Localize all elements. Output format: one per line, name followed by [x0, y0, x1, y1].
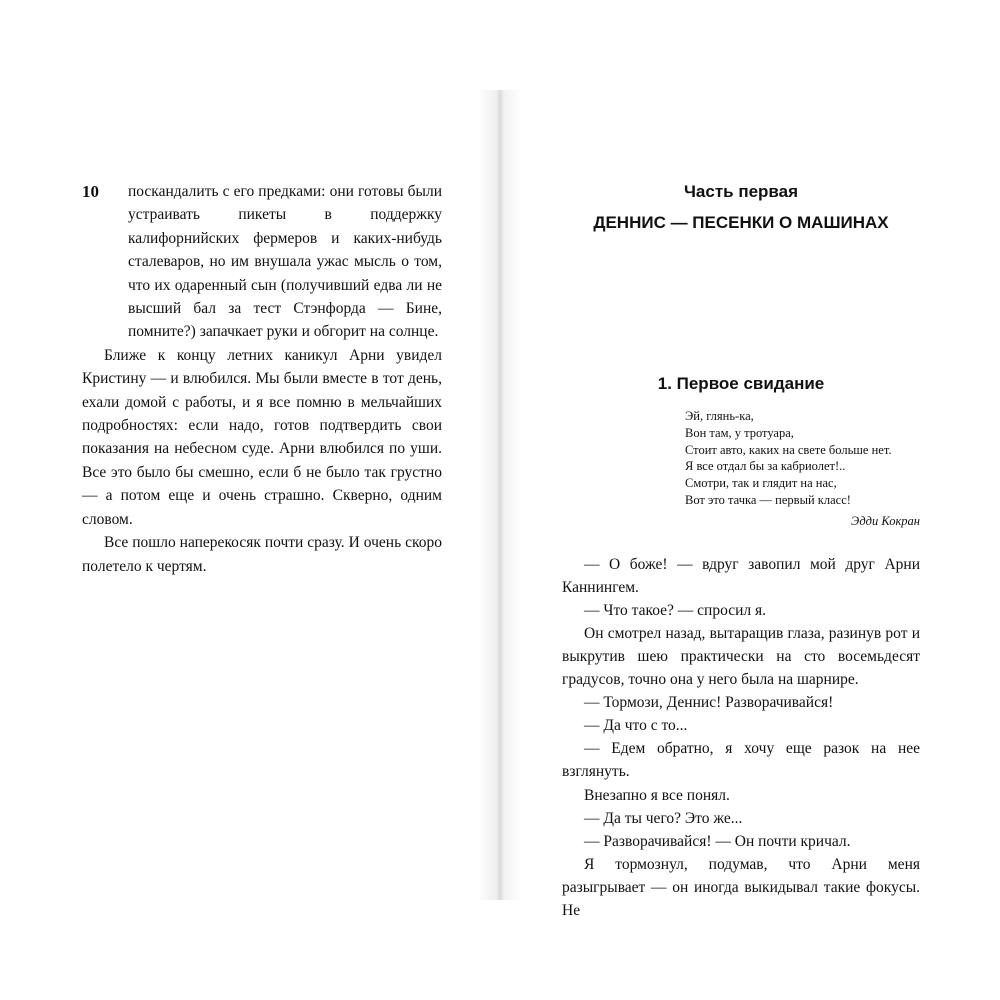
paragraph: — Да ты чего? Это же...	[584, 809, 743, 827]
left-page	[82, 180, 442, 578]
page-gutter-shadow	[478, 90, 522, 900]
paragraph: Я тормознул, подумав, что Арни меня разыгрывает — он иногда выкидывал такие фокусы. Не	[562, 855, 920, 919]
epigraph-line: Вот это тачка — первый класс!	[685, 492, 851, 507]
epigraph-line: Стоит авто, каких на свете больше нет.	[685, 442, 892, 457]
paragraph: Ближе к концу летних каникул Арни увидел Кристину — и влюбился. Мы были вместе в тот день, ехали домой с работы, и я все помню в мельчайших подробностях: если надо, готов подтвердить свои показания на небесном суде. Арни влюбился по уши. Все это было бы смешно, если б не было так грустно — а потом еще и очень страшно. Скверно, одним словом.	[82, 346, 442, 528]
epigraph-line: Эй, глянь-ка,	[685, 409, 754, 423]
page-number: 10	[82, 182, 99, 201]
right-page	[562, 180, 920, 922]
paragraph: — Тормози, Деннис! Разворачивайся!	[584, 694, 834, 712]
paragraph: — О боже! — вдруг завопил мой друг Арни Каннингем.	[562, 555, 920, 596]
epigraph-author: Эдди Кокран	[850, 513, 920, 528]
paragraph: Все пошло наперекосяк почти сразу. И очень скоро полетело к чертям.	[82, 534, 442, 575]
paragraph: Внезапно я все понял.	[584, 786, 730, 804]
epigraph-line: Смотри, так и глядит на нас,	[685, 476, 837, 491]
part-subtitle: ДЕННИС — ПЕСЕНКИ О МАШИНАХ	[593, 213, 889, 232]
epigraph-line: Вон там, у тротуара,	[685, 425, 794, 440]
epigraph	[685, 408, 920, 530]
paragraph: — Едем обратно, я хочу еще разок на нее взглянуть.	[562, 740, 920, 781]
epigraph-line: Я все отдал бы за кабриолет!..	[685, 459, 846, 474]
paragraph: — Что такое? — спросил я.	[584, 601, 767, 619]
chapter-title: 1. Первое свидание	[657, 374, 825, 393]
paragraph: — Да что с то...	[584, 717, 688, 735]
paragraph: Он смотрел назад, вытаращив глаза, разинув рот и выкрутив шею практически на сто восемьдесят градусов, точно она у него была на шарнире.	[562, 624, 920, 689]
paragraph: — Разворачивайся! — Он почти кричал.	[584, 832, 851, 850]
part-title: Часть первая	[683, 182, 799, 201]
paragraph: поскандалить с его предками: они готовы были устраивать пикеты в поддержку калифорнийских фермеров и каких-нибудь сталеваров, но им внушала ужас мысль о том, что их одаренный сын (получивший едва ли не высший бал за тест Стэнфорда — Бине, помните?) запачкает руки и обгорит на солнце.	[128, 183, 442, 341]
chapter-body	[562, 553, 920, 923]
